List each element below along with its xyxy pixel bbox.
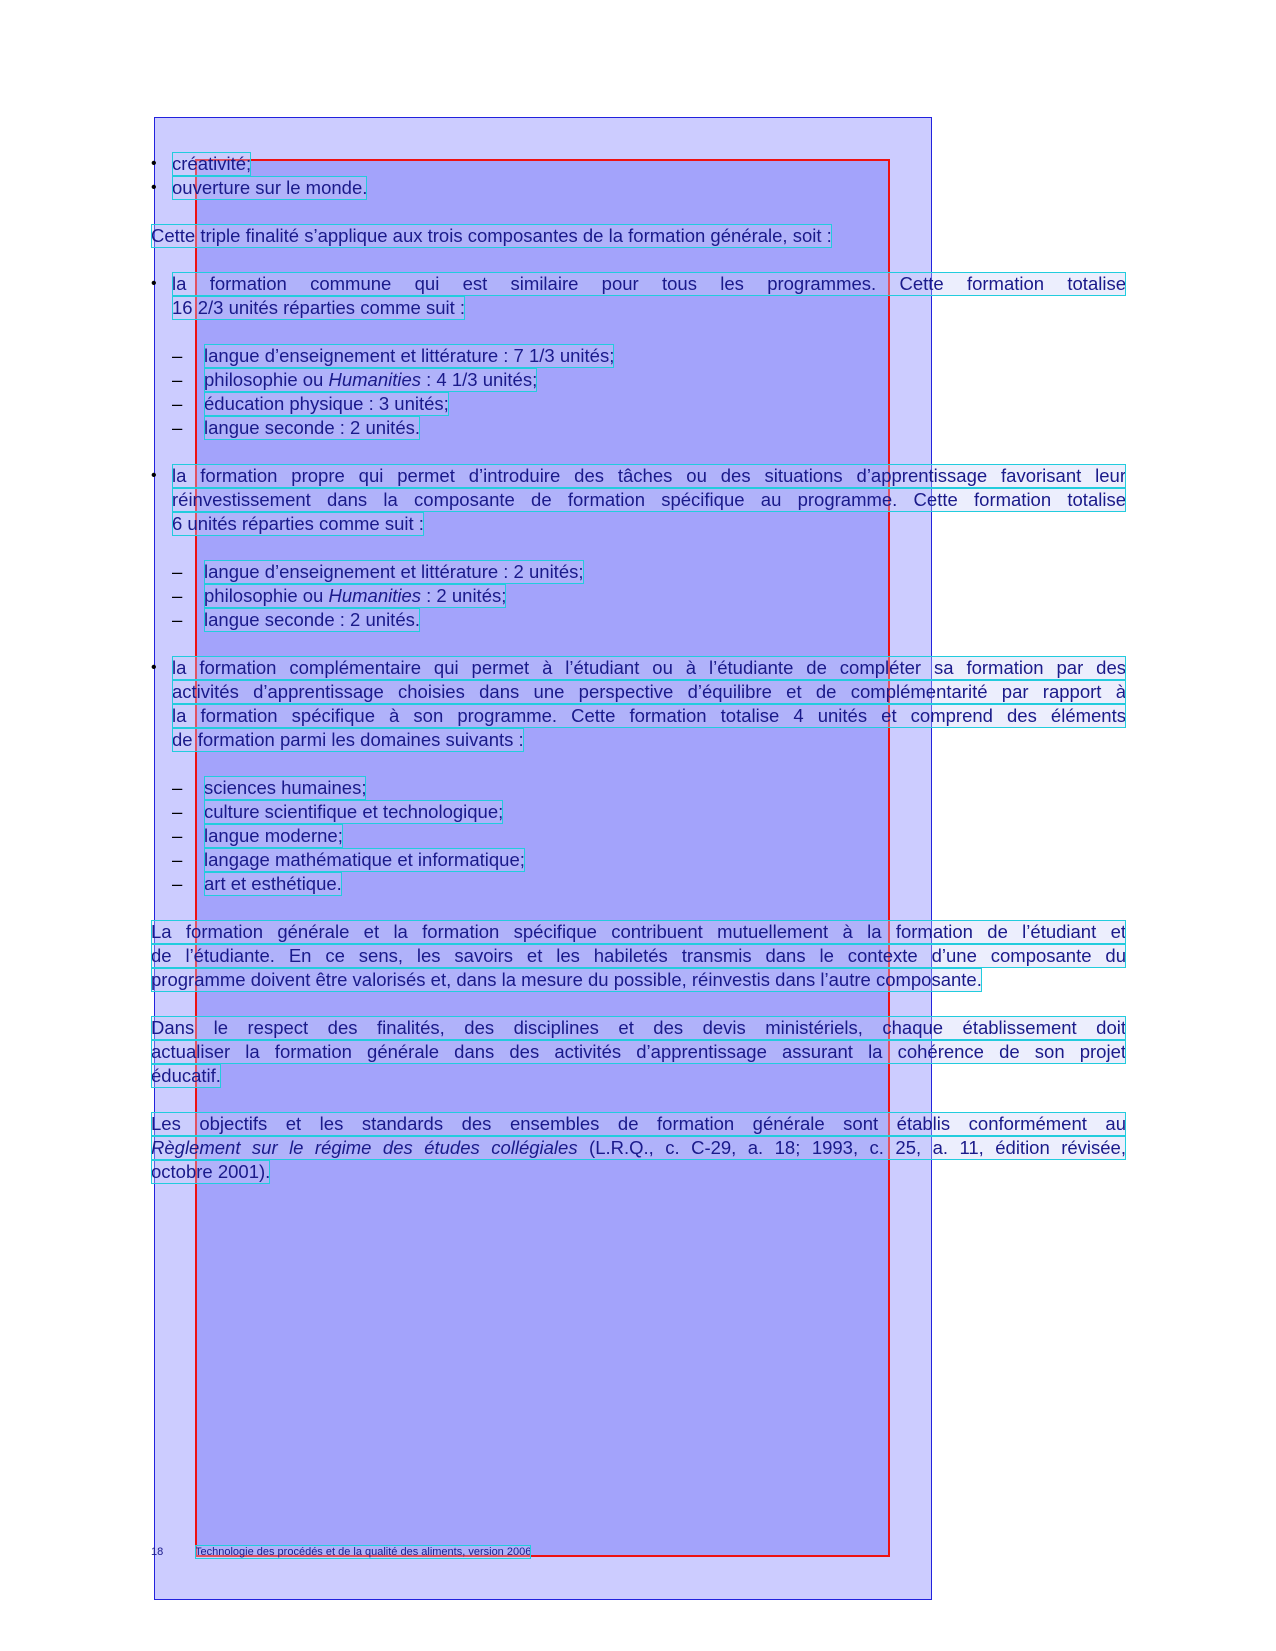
section-commune: • la formation commune qui est similaire pour tous les programmes. Cette formation totalise: [151, 273, 1126, 294]
page-footer: [151, 1545, 531, 1559]
dash-icon: –: [172, 369, 183, 390]
list-item: – langue seconde : 2 unités.: [172, 417, 420, 438]
paragraph: Les objectifs et les standards des ensembles de formation générale sont établis conformément au: [151, 1113, 1126, 1134]
dash-icon: –: [172, 609, 183, 630]
dash-icon: –: [172, 561, 183, 582]
list-item: – philosophie ou Humanities : 2 unités;: [172, 585, 507, 606]
footer-title: Technologie des procédés et de la qualité des aliments, version 2006: [195, 1546, 532, 1558]
dash-icon: –: [172, 849, 183, 870]
dash-icon: –: [172, 873, 183, 894]
page-number: 18: [151, 1546, 164, 1558]
list-item: – philosophie ou Humanities : 4 1/3 unités;: [172, 369, 538, 390]
list-item: – langue d’enseignement et littérature : 2 unités;: [172, 561, 584, 582]
list-item: – langue moderne;: [172, 825, 343, 846]
lead-sentence: Cette triple finalité s’applique aux trois composantes de la formation générale, soit :: [151, 225, 832, 246]
list-item: – art et esthétique.: [172, 873, 342, 894]
bullet-icon: •: [151, 659, 157, 676]
bullet-icon: •: [151, 155, 157, 172]
list-item: – langue seconde : 2 unités.: [172, 609, 420, 630]
dash-icon: –: [172, 777, 183, 798]
section-complementaire: • la formation complémentaire qui permet à l’étudiant ou à l’étudiante de compléter sa formation par des: [151, 657, 1126, 678]
document-body: • créativité; • ouverture sur le monde. Cette triple finalité s’applique aux trois composantes de la formation générale, soit : • la formation commune qui est similaire pour tous les programmes. Cette formation totalise 16 2/3 unités réparties comme suit : – langue d’enseignement et littérature : 7 1/3 unités; – philosophie ou Humanities : 4 1/3 unités; – éducation physique : 3 unités; – langue seconde : 2 unités. • la formation propre qui permet d’introduire des tâches ou des situations d’apprentissage favorisant leur réinvestissement dans la composante de formation spécifique au programme. Cette formation totalise 6 unités réparties comme suit : – langue d’enseignement et littérature : 2 unités; – philosophie ou Humanities : 2 unités; – langue seconde : 2 unités. • la formation complémentaire qui permet à l’étudiant ou à l’étudiante de compléter sa formation par des activités d’apprentissage choisies dans une perspective d’équilibre et de complémentarité par rapport à la formation spécifique à son programme. Cette formation totalise 4 unités et comprend des éléments de formation parmi les domaines suivants : – sciences humaines; – culture scientifique et technologique; – langue moderne; – langage mathématique et informatique; – art et esthétique. La formation générale et la formation spécifique contribuent mutuellement à la formation de l’étudiant et de l’étudiante. En ce sens, les savoirs et les habiletés transmis dans le contexte d’une composante du programme doivent être valorisés et, dans la mesure du possible, réinvestis dans l’autre composante. Dans le respect des finalités, des disciplines et des devis ministériels, chaque établissement doit actualiser la formation générale dans des activités d’apprentissage assurant la cohérence de son projet éducatif. Les objectifs et les standards des ensembles de formation générale sont établis conformément au Règlement sur le régime des études collégiales (L.R.Q., c. C-29, a. 18; 1993, c. 25, a. 11, édition révisée, octobre 2001).: [151, 153, 1126, 1182]
list-item: – sciences humaines;: [172, 777, 367, 798]
bullet-icon: •: [151, 275, 157, 292]
bullet-item: • ouverture sur le monde.: [151, 177, 368, 198]
list-item: – éducation physique : 3 unités;: [172, 393, 449, 414]
section-propre: • la formation propre qui permet d’introduire des tâches ou des situations d’apprentissage favorisant leur: [151, 465, 1126, 486]
dash-icon: –: [172, 345, 183, 366]
list-item: – culture scientifique et technologique;: [172, 801, 504, 822]
dash-icon: –: [172, 417, 183, 438]
dash-icon: –: [172, 825, 183, 846]
list-item: – langue d’enseignement et littérature : 7 1/3 unités;: [172, 345, 615, 366]
bullet-icon: •: [151, 467, 157, 484]
dash-icon: –: [172, 801, 183, 822]
dash-icon: –: [172, 393, 183, 414]
paragraph: La formation générale et la formation spécifique contribuent mutuellement à la formation de l’étudiant et: [151, 921, 1126, 942]
list-item: – langage mathématique et informatique;: [172, 849, 525, 870]
bullet-icon: •: [151, 179, 157, 196]
paragraph: Dans le respect des finalités, des disciplines et des devis ministériels, chaque établissement doit: [151, 1017, 1126, 1038]
dash-icon: –: [172, 585, 183, 606]
bullet-item: • créativité;: [151, 153, 252, 174]
